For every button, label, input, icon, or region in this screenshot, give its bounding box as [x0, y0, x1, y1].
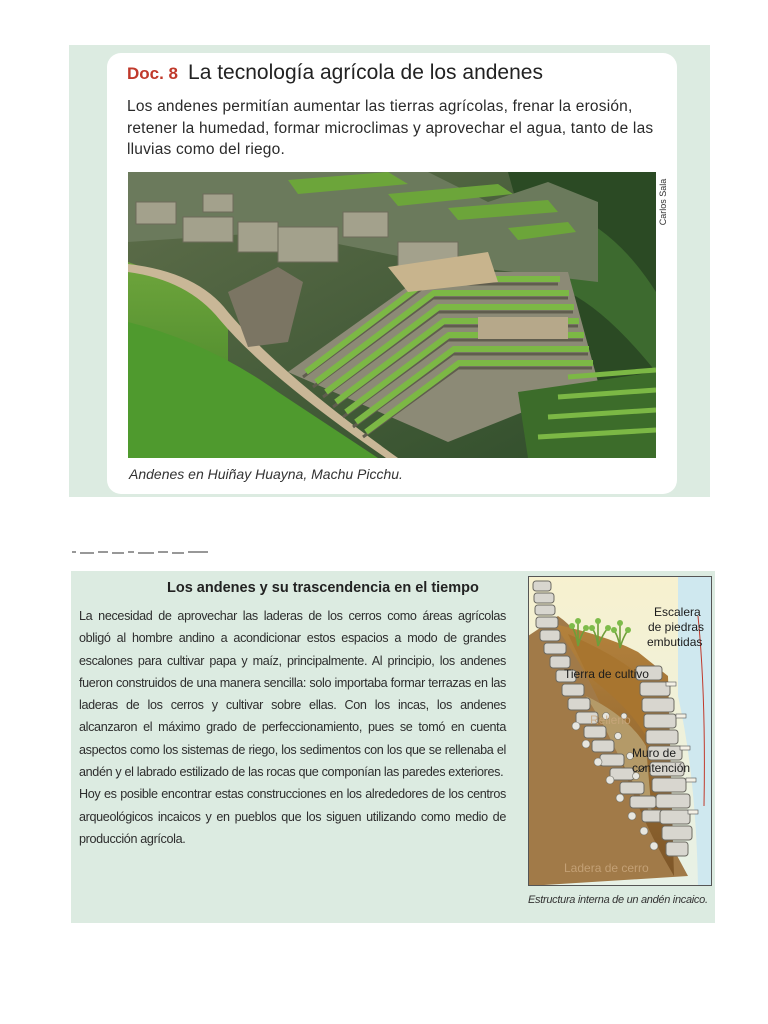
- label-slope: Ladera de cerro: [564, 861, 649, 875]
- machu-picchu-photo: [128, 172, 656, 458]
- scan-artifact: [70, 548, 230, 556]
- diagram-caption: Estructura interna de un andén incaico.: [528, 894, 708, 906]
- doc8-text: Los andenes permitían aumentar las tierras agrícolas, frenar la erosión, retener la humedad, formar microclimas y aprovechar el agua, tanto de las lluvias como del riego.: [127, 98, 654, 158]
- paragraph: Hoy es posible encontrar estas construcciones en los alrededores de los centros arqueológicos incaicos y en pueblos que los siguen utilizando como medio de producción agrícola.: [79, 787, 506, 846]
- label-fill: Relleno: [590, 713, 631, 727]
- label-wall: contención: [632, 761, 691, 775]
- section-body: [79, 605, 506, 850]
- doc8-heading: [127, 61, 543, 85]
- section-title: Los andenes y su trascendencia en el tiempo: [167, 580, 479, 596]
- label-stairs: embutidas: [647, 635, 703, 649]
- paragraph: La necesidad de aprovechar las laderas de los cerros como áreas agrícolas obligó al hombre andino a acondicionar estos espacios a modo de grandes escalones para cultivar papa y maíz, principalmente. Al principio, los andenes fueron construidos de una manera sencilla: solo importaba formar terrazas en las laderas de los cerros y cultivar sobre ellas. Con los incas, los andenes alcanzaron el máximo grado de perfeccionamiento, pues se tomó en cuenta aspectos como los sistemas de riego, los sedimentos con los que se rellenaba el andén y el labrado estilizado de las rocas que componían las paredes exteriores.: [79, 609, 506, 780]
- terrace-diagram: [528, 576, 712, 886]
- photo-caption: Andenes en Huiñay Huayna, Machu Picchu.: [129, 466, 403, 482]
- doc-number: Doc. 8: [127, 64, 179, 83]
- label-stairs: Escalera: [654, 605, 701, 619]
- photo-credit: Carlos Sala: [658, 178, 668, 226]
- label-stairs: de piedras: [648, 620, 705, 634]
- label-soil: Tierra de cultivo: [564, 667, 649, 681]
- doc-title: La tecnología agrícola de los andenes: [188, 61, 543, 84]
- label-wall: Muro de: [632, 746, 677, 760]
